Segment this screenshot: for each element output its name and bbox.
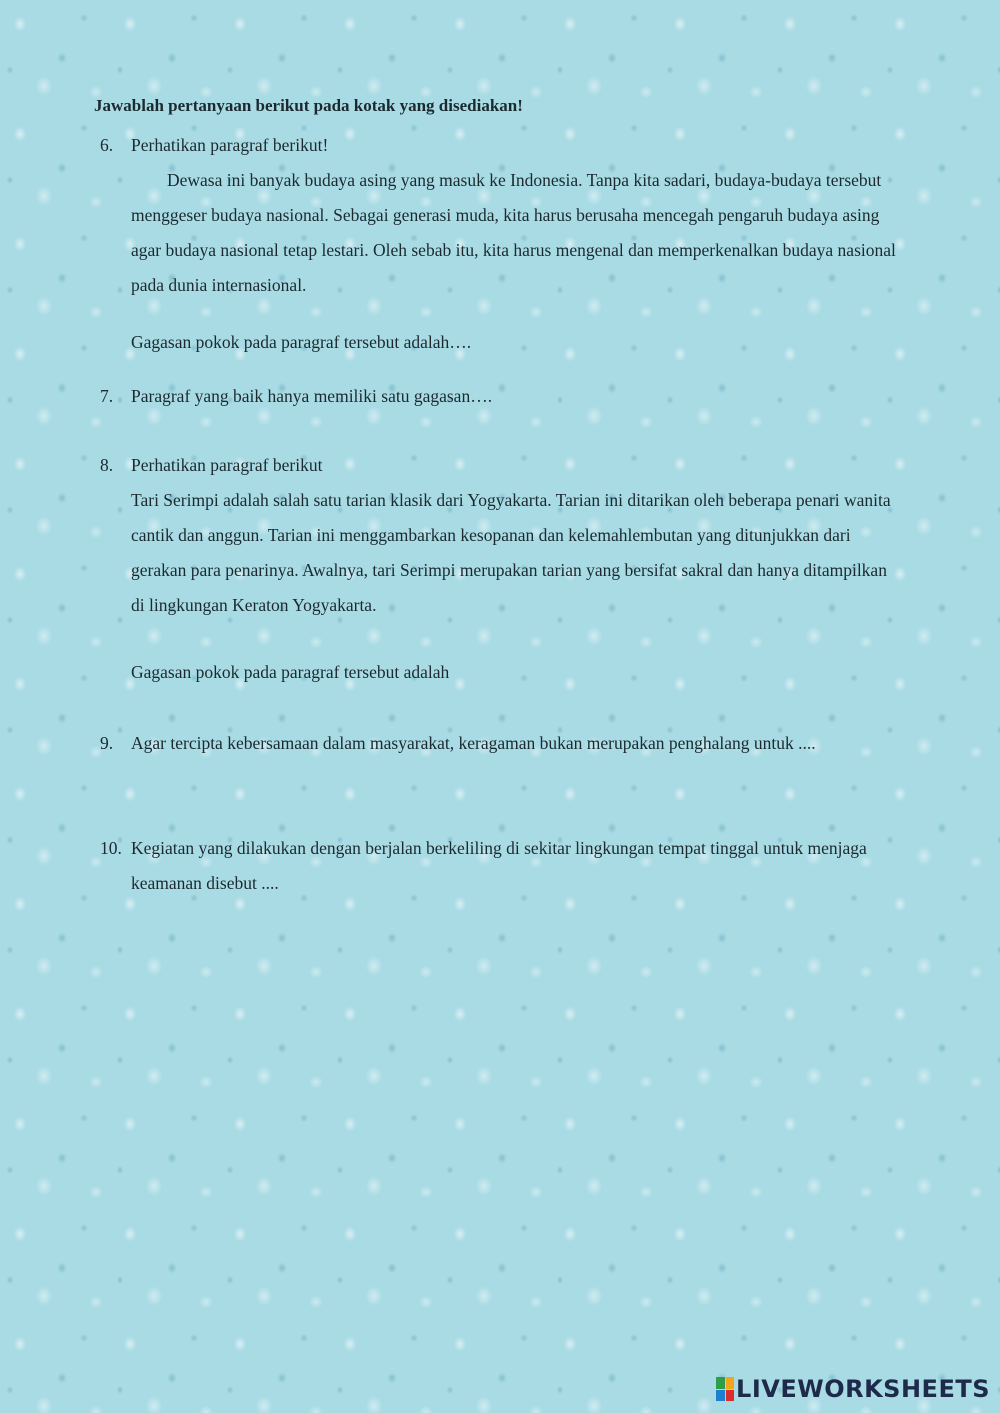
question-7	[100, 379, 900, 414]
instruction-heading: Jawablah pertanyaan berikut pada kotak yang disediakan!	[94, 96, 523, 115]
liveworksheets-logo	[716, 1375, 990, 1403]
question-prompt: Gagasan pokok pada paragraf tersebut adalah….	[131, 332, 472, 352]
question-6	[100, 128, 900, 360]
question-lead: Perhatikan paragraf berikut	[131, 455, 323, 475]
question-number: 6.	[100, 135, 114, 155]
question-9	[100, 726, 900, 761]
question-8	[100, 448, 900, 690]
reading-paragraph: Dewasa ini banyak budaya asing yang masuk ke Indonesia. Tanpa kita sadari, budaya-budaya tersebut menggeser budaya nasional. Sebagai generasi muda, kita harus berusaha mencegah pengaruh budaya asing agar budaya nasional tetap lestari. Oleh sebab itu, kita harus mengenal dan memperkenalkan budaya nasional pada dunia internasional.	[131, 170, 896, 295]
question-prompt: Gagasan pokok pada paragraf tersebut adalah	[131, 662, 450, 682]
question-text: Paragraf yang baik hanya memiliki satu gagasan….	[131, 386, 493, 406]
question-lead: Perhatikan paragraf berikut!	[131, 135, 329, 155]
question-10	[100, 831, 900, 901]
question-number: 9.	[100, 733, 114, 753]
question-number: 7.	[100, 386, 114, 406]
question-text: Agar tercipta kebersamaan dalam masyarakat, keragaman bukan merupakan penghalang untuk ....	[131, 733, 816, 753]
question-number: 10.	[100, 838, 122, 858]
logo-mark-icon	[716, 1377, 734, 1401]
logo-text: LIVEWORKSHEETS	[736, 1375, 990, 1403]
reading-paragraph: Tari Serimpi adalah salah satu tarian klasik dari Yogyakarta. Tarian ini ditarikan oleh beberapa penari wanita cantik dan anggun. Tarian ini menggambarkan kesopanan dan kelemahlembutan yang ditunjukkan dari gerakan para penarinya. Awalnya, tari Serimpi merupakan tarian yang bersifat sakral dan hanya ditampilkan di lingkungan Keraton Yogyakarta.	[131, 490, 891, 615]
question-text: Kegiatan yang dilakukan dengan berjalan berkeliling di sekitar lingkungan tempat tinggal untuk menjaga keamanan disebut ....	[131, 838, 867, 893]
question-number: 8.	[100, 455, 114, 475]
